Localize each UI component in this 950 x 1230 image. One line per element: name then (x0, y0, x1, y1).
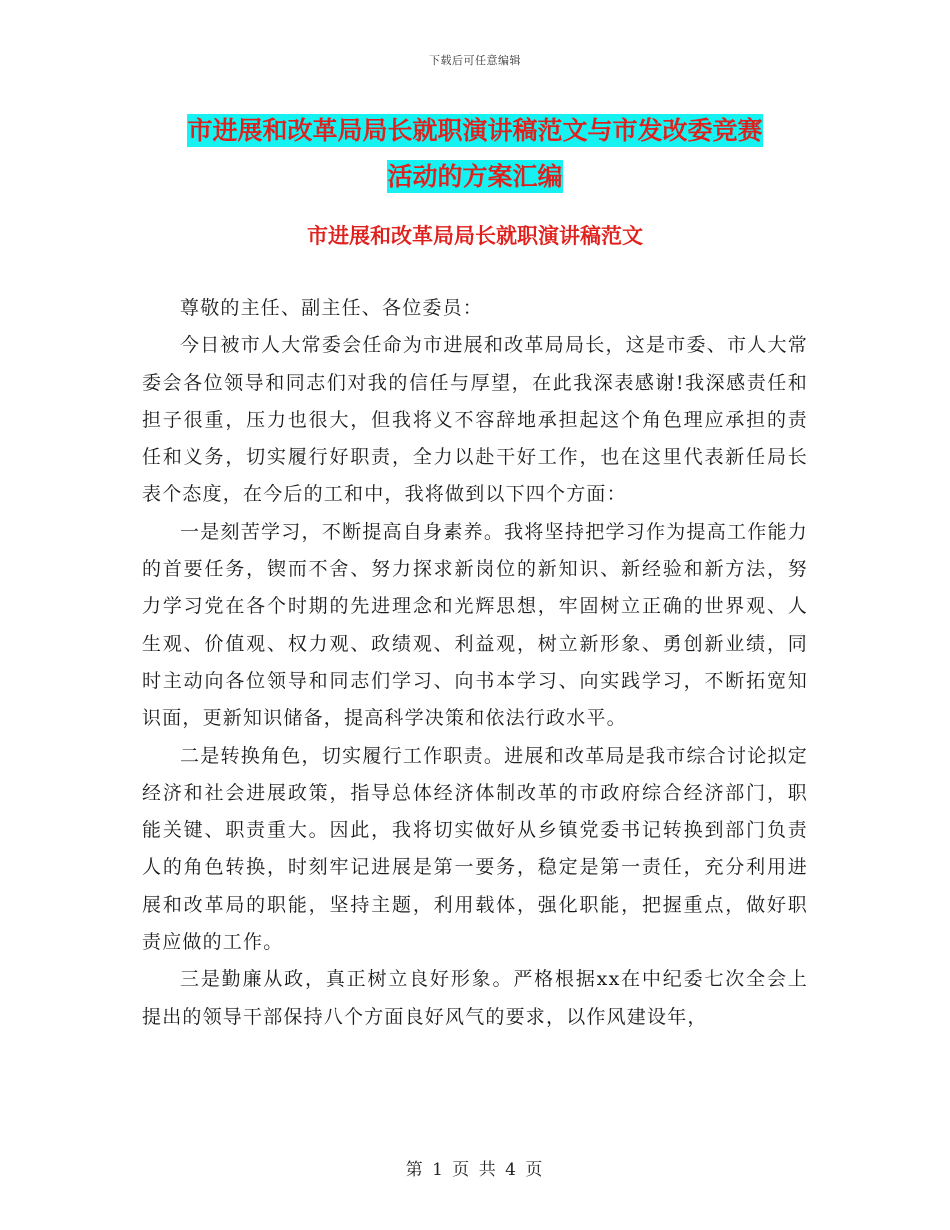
paragraph-point-1: 一是刻苦学习，不断提高自身素养。我将坚持把学习作为提高工作能力的首要任务，锲而不舍、努力探求新岗位的新知识、新经验和新方法，努力学习党在各个时期的先进理念和光辉思想，牢固树立正确的世界观、人生观、价值观、权力观、政绩观、利益观，树立新形象、勇创新业绩，同时主动向各位领导和同志们学习、向书本学习、向实践学习，不断拓宽知识面，更新知识储备，提高科学决策和依法行政水平。 (142, 520, 808, 730)
section-title: 市进展和改革局局长就职演讲稿范文 (307, 224, 643, 248)
paragraph-salutation: 尊敬的主任、副主任、各位委员： (180, 297, 484, 319)
header-note: 下载后可任意编辑 (429, 54, 521, 67)
page-footer: 第 1 页 共 4 页 (405, 1160, 545, 1180)
paragraph-intro: 今日被市人大常委会任命为市进展和改革局局长，这是市委、市人大常委会各位领导和同志们对我的信任与厚望，在此我深表感谢!我深感责任和担子很重，压力也很大，但我将义不容辞地承担起这个角色理应承担的责任和义务，切实履行好职责，全力以赴干好工作，也在这里代表新任局长表个态度，在今后的工和中，我将做到以下四个方面： (142, 334, 808, 506)
body-text (142, 290, 808, 1036)
title-line-2: 活动的方案汇编 (387, 162, 563, 191)
paragraph-point-3: 三是勤廉从政，真正树立良好形象。严格根据xx在中纪委七次全会上提出的领导干部保持八个方面良好风气的要求，以作风建设年， (142, 968, 808, 1028)
paragraph-point-2: 二是转换角色，切实履行工作职责。进展和改革局是我市综合讨论拟定经济和社会进展政策，指导总体经济体制改革的市政府综合经济部门，职能关键、职责重大。因此，我将切实做好从乡镇党委书记转换到部门负责人的角色转换，时刻牢记进展是第一要务，稳定是第一责任，充分利用进展和改革局的职能，坚持主题，利用载体，强化职能，把握重点，做好职责应做的工作。 (142, 744, 808, 954)
document-title (140, 108, 810, 200)
title-line-1: 市进展和改革局局长就职演讲稿范文与市发改委竞赛 (187, 116, 763, 145)
